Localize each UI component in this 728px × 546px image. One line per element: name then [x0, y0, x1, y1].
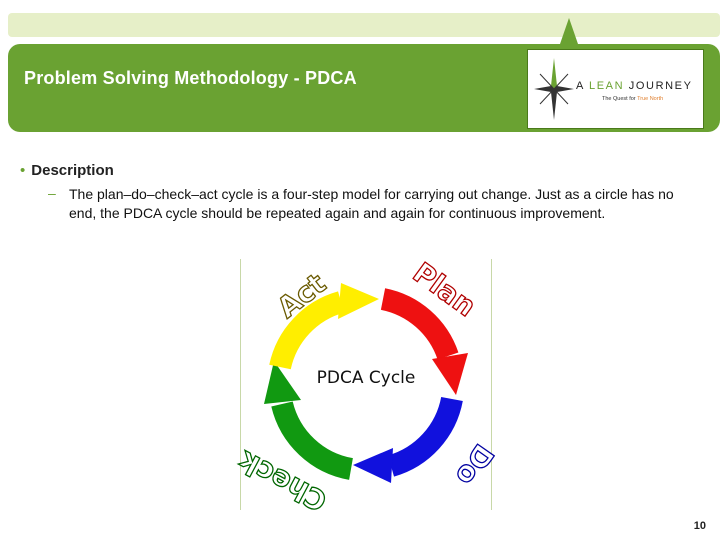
logo-tagline-accent: True North [637, 96, 664, 102]
do-arrowhead [353, 448, 393, 483]
stage-label-do: Do [448, 437, 501, 492]
dash-icon: – [48, 185, 56, 201]
page-number: 10 [693, 520, 706, 532]
pdca-diagram [233, 255, 501, 518]
logo-prefix: A [576, 80, 585, 92]
slide-title: Problem Solving Methodology - PDCA [24, 68, 357, 88]
bullet-description [20, 162, 114, 179]
logo-highlight: LEAN [589, 80, 625, 92]
pdca-cycle-svg [233, 255, 501, 518]
stage-label-plan: Plan [406, 255, 483, 324]
act-arrowhead [338, 283, 379, 319]
stage-label-check: Check [233, 444, 333, 518]
plan-arrowhead [432, 353, 468, 395]
logo-suffix: JOURNEY [628, 80, 693, 92]
check-arc [282, 404, 351, 469]
compass-icon [532, 56, 576, 122]
bullet-text: Description [31, 162, 114, 179]
sub-bullet-text: The plan–do–check–act cycle is a four-step model for carrying out change. Just as a circle has no end, the PDCA cycle should be repeated again and again for continuous improvement. [69, 186, 674, 221]
header-top-strip [8, 13, 720, 37]
stage-label-act: Act [270, 266, 333, 325]
logo-tagline-text: The Quest for [602, 96, 636, 102]
logo-wordmark [576, 80, 693, 92]
logo-tagline [602, 96, 663, 102]
pdca-center-label: PDCA Cycle [316, 368, 416, 388]
logo [527, 49, 704, 129]
bullet-dot-icon: • [20, 162, 26, 179]
plan-arc [383, 299, 448, 356]
do-arc [391, 399, 452, 466]
